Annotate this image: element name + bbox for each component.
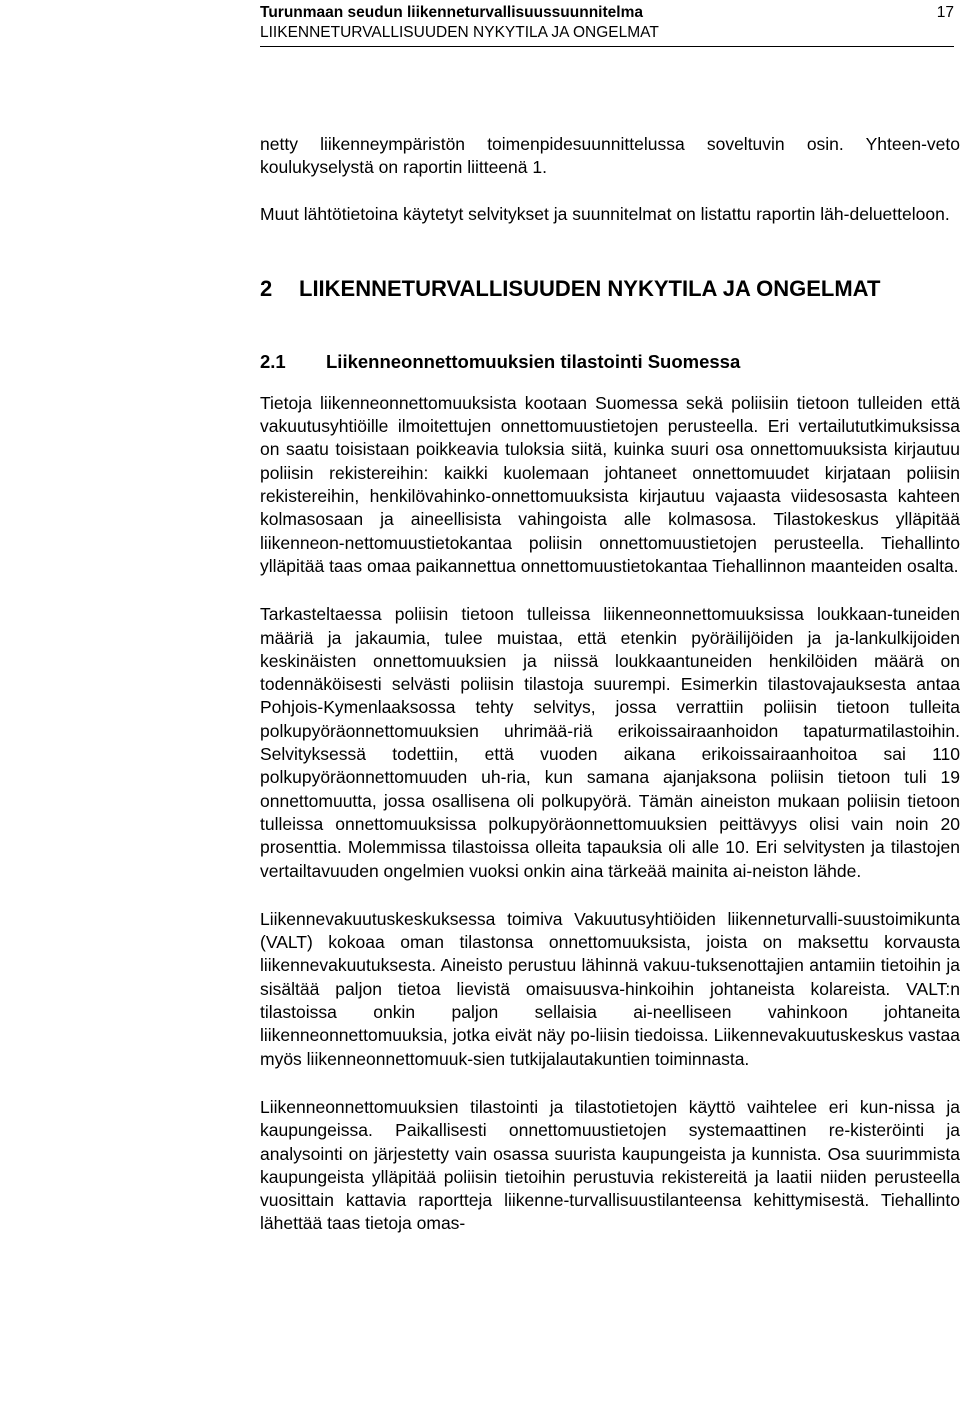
body-paragraph: Liikennevakuutuskeskuksessa toimiva Vakuutusyhtiöiden liikenneturvalli-suustoimikunta (VALT) kokoaa oman tilastonsa onnettomuuksista, joista on maksettu korvausta liikennevakuutuksesta. Aineisto perustuu lähinnä vakuu-tuksenottajien antamiin tietoihin ja sisältää paljon tietoa lievistä omaisuusva-hinkoihin johtaneista kolareista. VALT:n tilastoissa onkin paljon sellaisia ai-neelliseen vahinkoon johtaneita liikenneonnettomuuksia, jotka eivät näy po-liisin tiedoissa. Liikennevakuutuskeskus vastaa myös liikenneonnettomuuk-sien tutkijalautakuntien toiminnasta. [260,908,960,1069]
body-paragraph: Tietoja liikenneonnettomuuksista kootaan Suomessa sekä poliisiin tietoon tulleiden että vakuutusyhtiöille ilmoitettujen onnettomuustietojen perusteella. Eri vertailututkimuksissa on saatu toisistaan poikkeavia tuloksia siitä, kuinka suuri osa onnettomuuksista kirjautuu poliisin rekistereihin: kaikki kuolemaan johtaneet onnettomuudet kirjataan poliisin rekistereihin, henkilövahinko-onnettomuuksista kirjautuu vajaasta viidesosasta kahteen kolmasosaan ja aineellisista vahingoista alle kolmasosa. Tilastokeskus ylläpitää liikenneon-nettomuustietokantaa poliisin onnettomuustietojen perusteella. Tiehallinto ylläpitää taas omaa paikannettua onnettomuustietokantaa Tiehallinnon maanteiden osalta. [260,392,960,576]
document-title: Turunmaan seudun liikenneturvallisuussuunnitelma [260,4,643,21]
section-number: 2 [260,275,273,301]
page-header [260,0,954,47]
section-title: LIIKENNETURVALLISUUDEN NYKYTILA JA ONGELMAT [299,275,881,301]
intro-paragraph: netty liikenneympäristön toimenpidesuunnittelussa soveltuvin osin. Yhteen-veto koulukyselystä on raportin liitteenä 1. [260,134,960,178]
section-heading [260,272,960,306]
body-paragraph: Liikenneonnettomuuksien tilastointi ja tilastotietojen käyttö vaihtelee eri kun-nissa ja kaupungeissa. Paikallisesti onnettomuustietojen systemaattinen re-kisteröinti ja analysointi on järjestetty vain osassa suurista kaupungeista ja kunnista. Osa suurimmista kaupungeista ylläpitää poliisin tietoihin perustuvia rekistereitä ja laatii niiden perusteella vuosittain kattavia raportteja liikenne-turvallisuustilanteensa kehittymisestä. Tiehallinto lähettää taas tietoja omas- [260,1096,960,1234]
body-paragraph: Tarkasteltaessa poliisin tietoon tulleissa liikenneonnettomuuksissa loukkaan-tuneiden määriä ja jakaumia, tulee muistaa, että etenkin pyöräilijöiden ja ja-lankulkijoiden keskinäisten onnettomuuksien ja niissä loukkaantuneiden henkilöiden määrä on todennäköisesti selvästi poliisin tilastoja suurempi. Esimerkin tilastovajauksesta antaa Pohjois-Kymenlaaksossa tehty selvitys, jossa verrattiin poliisin tietoon tulleita polkupyöräonnettomuuksien uhrimää-riä erikoissairaanhoidon tapaturmatilastoihin. Selvityksessä todettiin, että vuoden aikana erikoissairaanhoitoa sai 110 polkupyöräonnettomuuden uh-ria, kun samana ajanjaksona poliisin tietoon tuli 19 onnettomuutta, jossa osallisena oli polkupyörä. Tämän aineiston mukaan poliisin tietoon tulleissa onnettomuuksissa polkupyöräonnettomuuksien peittävyys olisi vain noin 20 prosenttia. Molemmissa tilastoissa olleita tapauksia oli alle 10. Eri selvitysten ja tilastojen vertailtavuuden ongelmien vuoksi onkin aina tärkeää mainita ai-neiston lähde. [260,604,960,881]
subsection-number: 2.1 [260,350,286,372]
page-body [260,133,960,1236]
subsection-title: Liikenneonnettomuuksien tilastointi Suomessa [326,350,741,372]
page-number: 17 [936,4,954,21]
subsection-heading [260,350,960,374]
chapter-running-head: LIIKENNETURVALLISUUDEN NYKYTILA JA ONGELMAT [260,24,659,41]
intro-paragraph: Muut lähtötietoina käytetyt selvitykset ja suunnitelmat on listattu raportin läh-deluetteloon. [260,203,950,224]
